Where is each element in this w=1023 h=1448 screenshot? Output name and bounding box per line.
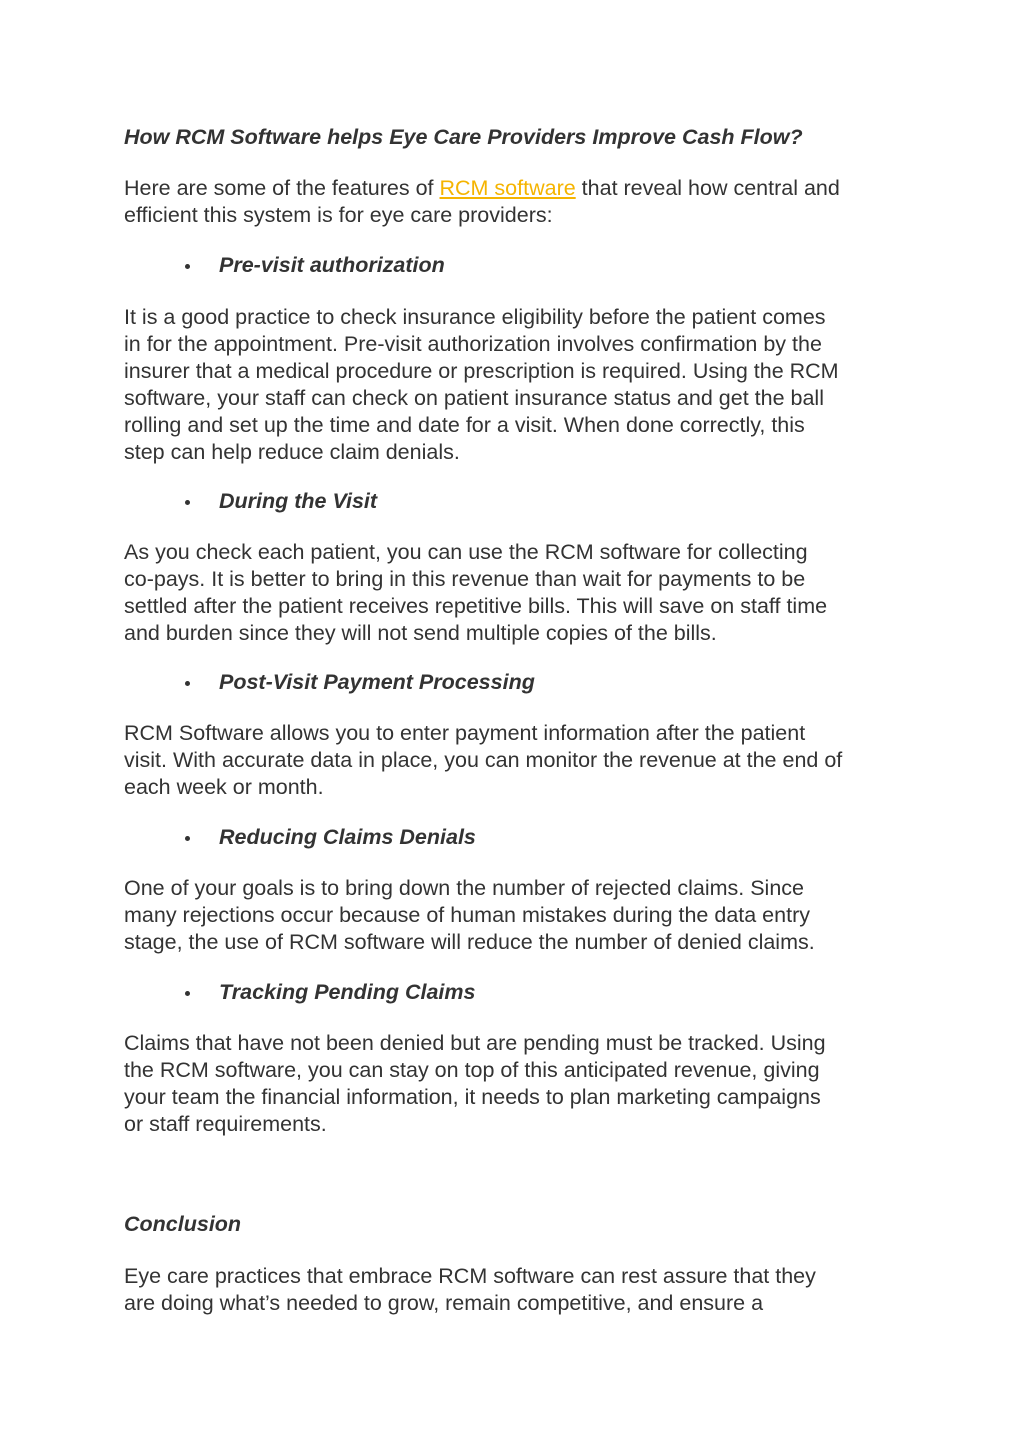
intro-text-line2: efficient this system is for eye care providers: [124, 203, 553, 227]
paragraph-line: As you check each patient, you can use the RCM software for collecting [124, 540, 808, 564]
paragraph-line: RCM Software allows you to enter payment information after the patient [124, 721, 806, 745]
paragraph-line: visit. With accurate data in place, you can monitor the revenue at the end of [124, 748, 843, 772]
paragraph-line: Claims that have not been denied but are pending must be tracked. Using [124, 1031, 826, 1055]
list-item [124, 488, 824, 515]
paragraph-line: settled after the patient receives repetitive bills. This will save on staff time [124, 594, 828, 618]
bullet-icon [185, 681, 190, 686]
section-heading: Post-Visit Payment Processing [219, 670, 535, 694]
paragraph-line: the RCM software, you can stay on top of this anticipated revenue, giving [124, 1058, 820, 1082]
paragraph-line: in for the appointment. Pre-visit authorization involves confirmation by the [124, 332, 822, 356]
paragraph-line: rolling and set up the time and date for a visit. When done correctly, this [124, 413, 805, 437]
section-heading: During the Visit [219, 489, 378, 513]
document-title: How RCM Software helps Eye Care Providers Improve Cash Flow? [124, 125, 803, 149]
section-heading: Tracking Pending Claims [219, 980, 476, 1004]
intro-text-before: Here are some of the features of [124, 176, 440, 200]
paragraph-line: and burden since they will not send multiple copies of the bills. [124, 621, 717, 645]
conclusion-paragraph [124, 1263, 914, 1317]
paragraph-line: co-pays. It is better to bring in this revenue than wait for payments to be [124, 567, 806, 591]
paragraph-line: your team the financial information, it needs to plan marketing campaigns [124, 1085, 821, 1109]
intro-paragraph [124, 175, 914, 229]
bullet-icon [185, 264, 190, 269]
list-item [124, 252, 824, 279]
list-item [124, 824, 824, 851]
section-paragraph [124, 539, 914, 647]
paragraph-line: insurer that a medical procedure or prescription is required. Using the RCM [124, 359, 839, 383]
paragraph-line: many rejections occur because of human mistakes during the data entry [124, 903, 810, 927]
list-item [124, 669, 824, 696]
paragraph-line: One of your goals is to bring down the number of rejected claims. Since [124, 876, 804, 900]
section-paragraph [124, 720, 914, 801]
section-heading: Reducing Claims Denials [219, 825, 476, 849]
bullet-icon [185, 991, 190, 996]
paragraph-line: software, your staff can check on patient insurance status and get the ball [124, 386, 824, 410]
conclusion-heading: Conclusion [124, 1212, 242, 1236]
rcm-software-link[interactable]: RCM software [439, 176, 576, 200]
bullet-icon [185, 836, 190, 841]
section-heading: Pre-visit authorization [219, 253, 445, 277]
bullet-icon [185, 500, 190, 505]
section-paragraph [124, 304, 914, 466]
paragraph-line: stage, the use of RCM software will reduce the number of denied claims. [124, 930, 815, 954]
section-paragraph [124, 875, 914, 956]
section-paragraph [124, 1030, 914, 1138]
intro-text-after: that reveal how central and [575, 176, 840, 200]
paragraph-line: or staff requirements. [124, 1112, 327, 1136]
paragraph-line: are doing what’s needed to grow, remain competitive, and ensure a [124, 1291, 764, 1315]
paragraph-line: step can help reduce claim denials. [124, 440, 460, 464]
paragraph-line: Eye care practices that embrace RCM software can rest assure that they [124, 1264, 816, 1288]
paragraph-line: each week or month. [124, 775, 324, 799]
paragraph-line: It is a good practice to check insurance eligibility before the patient comes [124, 305, 826, 329]
list-item [124, 979, 824, 1006]
